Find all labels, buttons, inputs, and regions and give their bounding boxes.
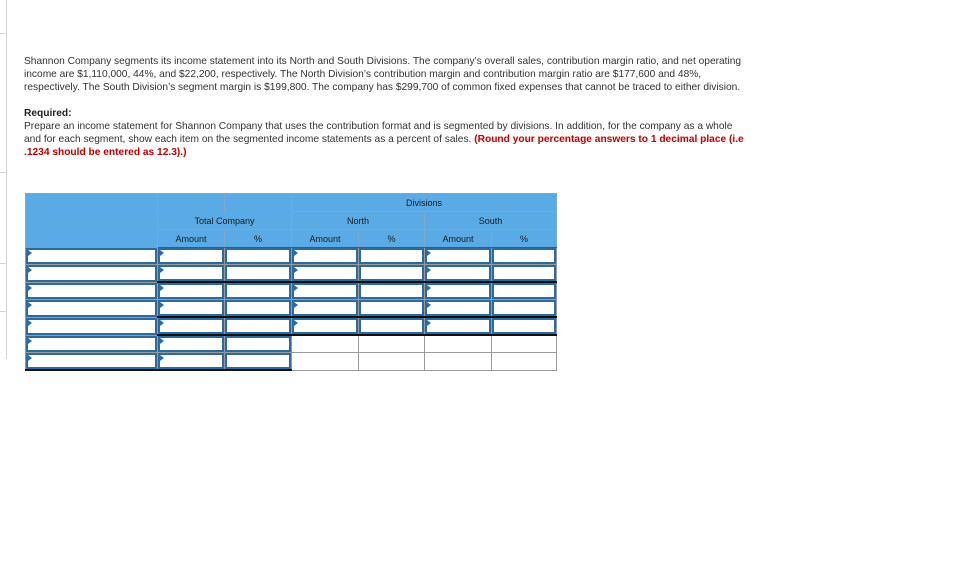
south-amount-header: Amount [425,230,492,248]
north-percent-header: % [359,230,425,248]
north-percent-input[interactable] [359,265,424,281]
table-cell [26,282,158,300]
row-label-input[interactable] [26,265,157,282]
south-header: South [425,212,557,230]
south-amount-input[interactable] [425,283,491,299]
table-cell [425,248,492,265]
header-blank [26,230,158,248]
table-cell [425,265,492,283]
table-cell [292,317,359,335]
required-text: Prepare an income statement for Shannon Company that uses the contribution format and is segmented by divisions. In addition, for the company as a whole and for each segment, show each item on the segmented income statements as a percent of sales. [24,121,733,145]
table-cell [26,265,158,283]
row-label-input[interactable] [26,336,157,353]
table-cell [425,282,492,300]
table-cell [158,300,225,318]
header-blank [26,194,158,212]
table-cell [225,317,292,335]
table-cell [26,248,158,265]
total-percent-input[interactable] [225,283,291,299]
table-cell [359,353,425,371]
total-amount-input[interactable] [158,300,224,316]
total-percent-input[interactable] [225,336,291,352]
table-row [26,335,557,353]
header-row-columns [26,230,557,248]
table-cell [425,300,492,318]
total-percent-input[interactable] [225,318,291,334]
south-amount-input[interactable] [425,300,491,316]
south-percent-input[interactable] [492,265,556,281]
row-label-input[interactable] [26,318,157,335]
table-cell [26,300,158,318]
header-blank [158,194,225,212]
left-tab-strip [0,0,7,359]
row-label-input[interactable] [26,300,157,317]
table-row [26,265,557,283]
south-amount-input[interactable] [425,265,491,281]
total-percent-input[interactable] [225,248,291,264]
required-instructions [24,120,744,159]
table-cell [225,300,292,318]
total-percent-input[interactable] [225,265,291,281]
total-amount-input[interactable] [158,353,224,369]
table-cell [26,335,158,353]
table-row [26,317,557,335]
table-row [26,300,557,318]
total-percent-input[interactable] [225,300,291,316]
table-cell [492,335,557,353]
table-cell [158,248,225,265]
table-cell [158,265,225,283]
row-label-input[interactable] [26,248,157,264]
table-cell [158,353,225,371]
south-amount-input[interactable] [425,248,491,264]
problem-intro: Shannon Company segments its income statement into its North and South Divisions. The company’s overall sales, contribution margin ratio, and net operating income are $1,110,000, 44%, and $22,200, respectively. The North Division’s contribution margin and contribution margin ratio are $177,600 and 48%, respectively. The South Division’s segment margin is $199,800. The company has $299,700 of common fixed expenses that cannot be traced to either division. [24,56,742,93]
required-heading: Required: [24,108,72,119]
north-amount-input[interactable] [292,265,358,281]
north-percent-input[interactable] [359,248,424,264]
total-amount-input[interactable] [158,336,224,352]
south-percent-input[interactable] [492,283,556,299]
north-percent-input[interactable] [359,300,424,316]
north-amount-input[interactable] [292,283,358,299]
table-cell [158,282,225,300]
table-body [26,248,557,371]
table-cell [225,335,292,353]
north-amount-input[interactable] [292,300,358,316]
segmented-income-statement-table [25,193,557,371]
north-header: North [292,212,425,230]
row-label-input[interactable] [26,353,157,369]
total-company-header: Total Company [158,212,292,230]
header-row-divisions [26,194,557,212]
north-percent-input[interactable] [359,283,424,299]
north-percent-input[interactable] [359,318,424,334]
north-amount-input[interactable] [292,248,358,264]
table-cell [158,317,225,335]
table-cell [359,335,425,353]
table-cell [359,248,425,265]
table-cell [26,317,158,335]
total-amount-input[interactable] [158,283,224,299]
row-label-input[interactable] [26,283,157,300]
table-cell [492,282,557,300]
south-percent-input[interactable] [492,248,556,264]
table-cell [425,317,492,335]
table-row [26,353,557,371]
table-cell [225,353,292,371]
problem-statement [24,55,744,159]
table-cell [225,282,292,300]
south-percent-input[interactable] [492,318,556,334]
north-amount-header: Amount [292,230,359,248]
total-amount-header: Amount [158,230,225,248]
table-cell [292,335,359,353]
south-percent-input[interactable] [492,300,556,316]
header-blank [225,194,292,212]
table-cell [359,282,425,300]
table-cell [292,300,359,318]
header-blank [26,212,158,230]
table-row [26,248,557,265]
table-cell [492,248,557,265]
total-amount-input[interactable] [158,318,224,334]
total-amount-input[interactable] [158,265,224,281]
table-cell [359,317,425,335]
table-cell [359,300,425,318]
table-cell [292,282,359,300]
total-percent-header: % [225,230,292,248]
north-amount-input[interactable] [292,318,358,334]
table-cell [492,300,557,318]
rounding-note: (Round your percentage answers to 1 decimal place (i.e .1234 should be entered as 12.3).) [24,134,744,158]
table-cell [26,353,158,371]
table-cell [492,265,557,283]
table-cell [492,317,557,335]
total-percent-input[interactable] [225,353,291,369]
table-cell [359,265,425,283]
table-cell [225,265,292,283]
table-cell [292,248,359,265]
table-cell [425,335,492,353]
south-percent-header: % [492,230,557,248]
divisions-header: Divisions [292,194,557,212]
table-cell [292,353,359,371]
table-cell [158,335,225,353]
table-cell [492,353,557,371]
table-cell [292,265,359,283]
header-row-segments [26,212,557,230]
total-amount-input[interactable] [158,248,224,264]
south-amount-input[interactable] [425,318,491,334]
table-cell [225,248,292,265]
table-cell [425,353,492,371]
table-row [26,282,557,300]
